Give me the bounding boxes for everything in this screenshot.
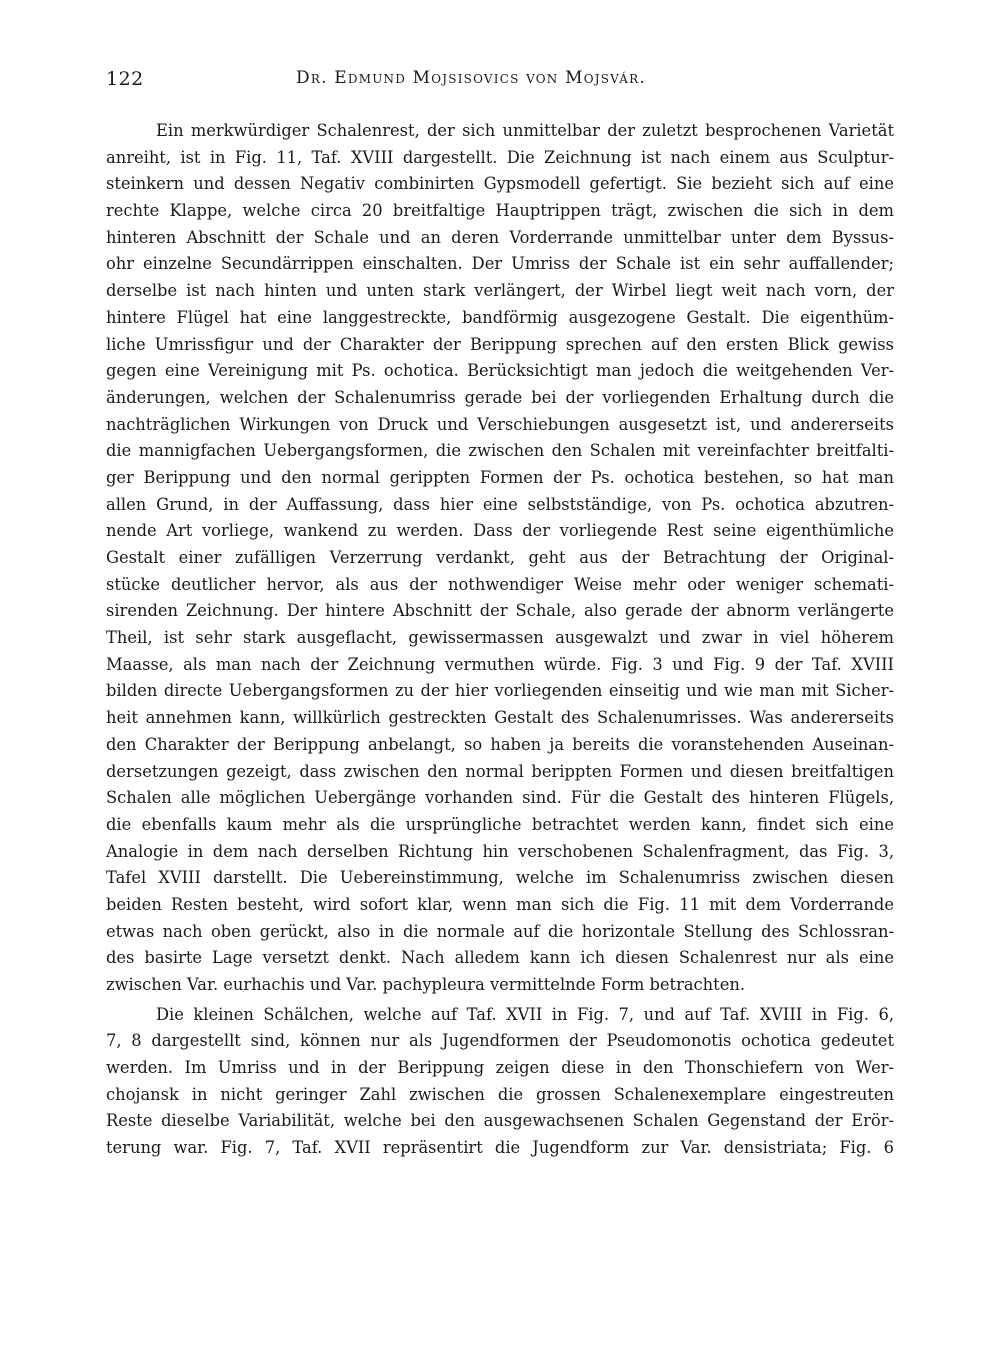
- text-line: Theil, ist sehr stark ausgeflacht, gewissermassen ausgewalzt und zwar in viel höherem: [106, 628, 894, 648]
- text-line: sirenden Zeichnung. Der hintere Abschnitt der Schale, also gerade der abnorm verlängerte: [106, 601, 894, 621]
- text-line: Reste dieselbe Variabilität, welche bei den ausgewachsenen Schalen Gegenstand der Erör-: [106, 1111, 894, 1131]
- text-line: anreiht, ist in Fig. 11, Taf. XVIII dargestellt. Die Zeichnung ist nach einem aus Sculptur-: [106, 147, 894, 167]
- text-line: hinteren Abschnitt der Schale und an deren Vorderrande unmittelbar unter dem Byssus-: [106, 227, 894, 247]
- text-line: ohr einzelne Secundärrippen einschalten. Der Umriss der Schale ist ein sehr auffallender;: [106, 254, 894, 274]
- text-line: die ebenfalls kaum mehr als die ursprüngliche betrachtet werden kann, findet sich eine: [106, 814, 894, 834]
- text-line: zwischen Var. eurhachis und Var. pachypleura vermittelnde Form betrachten.: [106, 975, 746, 994]
- text-line: die mannigfachen Uebergangsformen, die zwischen den Schalen mit vereinfachter breitfalti-: [106, 441, 894, 461]
- text-line: derselbe ist nach hinten und unten stark verlängert, der Wirbel liegt weit nach vorn, der: [106, 281, 894, 301]
- text-line: gegen eine Vereinigung mit Ps. ochotica. Berücksichtigt man jedoch die weitgehenden Ver-: [106, 361, 894, 381]
- text-line: stücke deutlicher hervor, als aus der nothwendiger Weise mehr oder weniger schemati-: [106, 574, 894, 594]
- text-line: werden. Im Umriss und in der Berippung zeigen diese in den Thonschiefern von Wer-: [106, 1058, 894, 1078]
- text-line: etwas nach oben gerückt, also in die normale auf die horizontale Stellung des Schlossran-: [106, 921, 894, 941]
- text-line: steinkern und dessen Negativ combinirten Gypsmodell gefertigt. Sie bezieht sich auf eine: [106, 174, 894, 194]
- text-line: Schalen alle möglichen Uebergänge vorhanden sind. Für die Gestalt des hinteren Flügels,: [106, 788, 894, 808]
- text-line: rechte Klappe, welche circa 20 breitfaltige Hauptrippen trägt, zwischen die sich in dem: [106, 201, 894, 221]
- text-line: nachträglichen Wirkungen von Druck und Verschiebungen ausgesetzt ist, und andererseits: [106, 414, 894, 434]
- text-line: allen Grund, in der Auffassung, dass hier eine selbstständige, von Ps. ochotica abzutren-: [106, 494, 894, 514]
- text-line: den Charakter der Berippung anbelangt, so haben ja bereits die voranstehenden Auseinan-: [106, 734, 894, 754]
- text-line: des basirte Lage versetzt denkt. Nach alledem kann ich diesen Schalenrest nur als eine: [106, 948, 894, 968]
- text-line: Die kleinen Schälchen, welche auf Taf. XVII in Fig. 7, und auf Taf. XVIII in Fig. 6,: [156, 1004, 894, 1024]
- text-line: ger Berippung und den normal gerippten Formen der Ps. ochotica bestehen, so hat man: [106, 467, 894, 487]
- body-text: [106, 118, 894, 1162]
- text-line: bilden directe Uebergangsformen zu der hier vorliegenden einseitig und wie man mit Sicher-: [106, 681, 894, 701]
- text-line: terung war. Fig. 7, Taf. XVII repräsentirt die Jugendform zur Var. densistriata; Fig. 6: [106, 1138, 894, 1158]
- text-line: Maasse, als man nach der Zeichnung vermuthen würde. Fig. 3 und Fig. 9 der Taf. XVIII: [106, 654, 894, 674]
- text-line: chojansk in nicht geringer Zahl zwischen die grossen Schalenexemplare eingestreuten: [106, 1084, 894, 1104]
- text-line: Analogie in dem nach derselben Richtung hin verschobenen Schalenfragment, das Fig. 3,: [106, 841, 894, 861]
- paragraph-2: [106, 1002, 894, 1162]
- text-line: Ein merkwürdiger Schalenrest, der sich unmittelbar der zuletzt besprochenen Varietät: [156, 121, 894, 140]
- text-line: 7, 8 dargestellt sind, können nur als Jugendformen der Pseudomonotis ochotica gedeutet: [106, 1031, 894, 1051]
- text-line: hintere Flügel hat eine langgestreckte, bandförmig ausgezogene Gestalt. Die eigenthüm-: [106, 307, 894, 327]
- text-line: Tafel XVIII darstellt. Die Uebereinstimmung, welche im Schalenumriss zwischen diesen: [106, 868, 894, 888]
- text-line: Gestalt einer zufälligen Verzerrung verdankt, geht aus der Betrachtung der Original-: [106, 548, 894, 567]
- running-title: Dr. Edmund Mojsisovics von Mojsvár.: [296, 68, 646, 88]
- text-line: nende Art vorliege, wankend zu werden. Dass der vorliegende Rest seine eigenthümliche: [106, 521, 894, 541]
- text-line: änderungen, welchen der Schalenumriss gerade bei der vorliegenden Erhaltung durch die: [106, 387, 894, 407]
- text-line: dersetzungen gezeigt, dass zwischen den normal berippten Formen und diesen breitfaltigen: [106, 761, 894, 781]
- text-line: beiden Resten besteht, wird sofort klar, wenn man sich die Fig. 11 mit dem Vorderrande: [106, 894, 894, 914]
- text-line: heit annehmen kann, willkürlich gestreckten Gestalt des Schalenumrisses. Was andererseits: [106, 708, 894, 728]
- page-number: 122: [106, 68, 144, 90]
- page-header: [106, 68, 898, 96]
- paragraph-1: [106, 118, 894, 999]
- text-line: liche Umrissfigur und der Charakter der Berippung sprechen auf den ersten Blick gewiss: [106, 334, 894, 354]
